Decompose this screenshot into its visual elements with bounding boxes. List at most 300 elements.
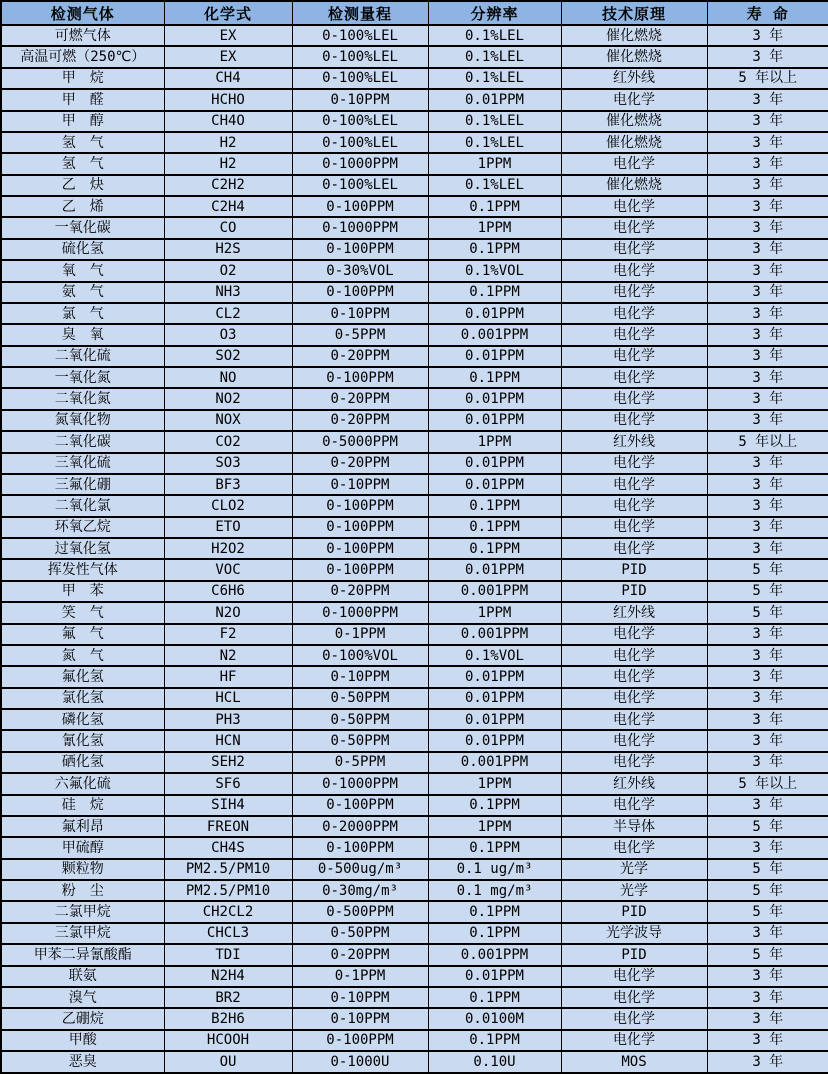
formula-cell: CO2 — [164, 431, 292, 452]
principle-cell: 红外线 — [561, 602, 707, 623]
lifespan-cell: 3 年 — [707, 260, 828, 281]
col-header-gas: 检测气体 — [1, 1, 164, 25]
principle-cell: PID — [561, 559, 707, 580]
range-cell: 0-10PPM — [292, 666, 428, 687]
lifespan-cell: 3 年 — [707, 132, 828, 153]
range-cell: 0-1PPM — [292, 966, 428, 987]
lifespan-cell: 5 年 — [707, 859, 828, 880]
gas-cell: 溴气 — [1, 987, 164, 1008]
table-row — [1, 581, 828, 602]
gas-cell: 六氟化硫 — [1, 773, 164, 794]
range-cell: 0-50PPM — [292, 709, 428, 730]
principle-cell: 电化学 — [561, 239, 707, 260]
principle-cell: 电化学 — [561, 837, 707, 858]
resolution-cell: 1PPM — [428, 217, 561, 238]
resolution-cell: 0.1%LEL — [428, 175, 561, 196]
resolution-cell: 0.1%LEL — [428, 111, 561, 132]
resolution-cell: 0.01PPM — [428, 303, 561, 324]
table-row — [1, 1030, 828, 1051]
lifespan-cell: 3 年 — [707, 303, 828, 324]
range-cell: 0-50PPM — [292, 923, 428, 944]
principle-cell: 电化学 — [561, 752, 707, 773]
lifespan-cell: 3 年 — [707, 624, 828, 645]
formula-cell: CL2 — [164, 303, 292, 324]
principle-cell: 电化学 — [561, 709, 707, 730]
table-row — [1, 217, 828, 238]
lifespan-cell: 3 年 — [707, 153, 828, 174]
resolution-cell: 0.001PPM — [428, 752, 561, 773]
resolution-cell: 0.01PPM — [428, 666, 561, 687]
range-cell: 0-100PPM — [292, 196, 428, 217]
lifespan-cell: 3 年 — [707, 1030, 828, 1051]
formula-cell: HF — [164, 666, 292, 687]
principle-cell: 电化学 — [561, 645, 707, 666]
gas-cell: 氯化氢 — [1, 688, 164, 709]
gas-cell: 粉 尘 — [1, 880, 164, 901]
lifespan-cell: 5 年 — [707, 944, 828, 965]
range-cell: 0-100PPM — [292, 517, 428, 538]
lifespan-cell: 3 年 — [707, 966, 828, 987]
table-row — [1, 282, 828, 303]
formula-cell: PM2.5/PM10 — [164, 880, 292, 901]
resolution-cell: 0.01PPM — [428, 730, 561, 751]
gas-cell: 二氯甲烷 — [1, 901, 164, 922]
formula-cell: B2H6 — [164, 1008, 292, 1029]
table-body — [1, 25, 828, 1073]
table-row — [1, 431, 828, 452]
formula-cell: CO — [164, 217, 292, 238]
lifespan-cell: 5 年 — [707, 559, 828, 580]
lifespan-cell: 3 年 — [707, 1051, 828, 1073]
lifespan-cell: 3 年 — [707, 474, 828, 495]
principle-cell: 电化学 — [561, 688, 707, 709]
formula-cell: NO2 — [164, 388, 292, 409]
lifespan-cell: 5 年以上 — [707, 773, 828, 794]
principle-cell: 光学 — [561, 859, 707, 880]
lifespan-cell: 3 年 — [707, 688, 828, 709]
table-row — [1, 410, 828, 431]
principle-cell: 光学波导 — [561, 923, 707, 944]
range-cell: 0-10PPM — [292, 89, 428, 110]
table-row — [1, 987, 828, 1008]
resolution-cell: 0.001PPM — [428, 624, 561, 645]
gas-cell: 甲硫醇 — [1, 837, 164, 858]
resolution-cell: 1PPM — [428, 816, 561, 837]
gas-cell: 乙 炔 — [1, 175, 164, 196]
table-row — [1, 730, 828, 751]
range-cell: 0-100PPM — [292, 837, 428, 858]
gas-cell: 笑 气 — [1, 602, 164, 623]
table-row — [1, 324, 828, 345]
range-cell: 0-100%VOL — [292, 645, 428, 666]
range-cell: 0-1PPM — [292, 624, 428, 645]
resolution-cell: 0.1PPM — [428, 837, 561, 858]
formula-cell: H2 — [164, 132, 292, 153]
formula-cell: CH4S — [164, 837, 292, 858]
formula-cell: C6H6 — [164, 581, 292, 602]
lifespan-cell: 3 年 — [707, 709, 828, 730]
table-row — [1, 688, 828, 709]
gas-cell: 乙硼烷 — [1, 1008, 164, 1029]
table-row — [1, 175, 828, 196]
range-cell: 0-100PPM — [292, 795, 428, 816]
principle-cell: 电化学 — [561, 282, 707, 303]
range-cell: 0-30%VOL — [292, 260, 428, 281]
principle-cell: 电化学 — [561, 410, 707, 431]
lifespan-cell: 5 年 — [707, 581, 828, 602]
gas-cell: 可燃气体 — [1, 25, 164, 46]
table-row — [1, 25, 828, 46]
range-cell: 0-10PPM — [292, 474, 428, 495]
principle-cell: 电化学 — [561, 89, 707, 110]
lifespan-cell: 3 年 — [707, 367, 828, 388]
formula-cell: N2H4 — [164, 966, 292, 987]
range-cell: 0-20PPM — [292, 453, 428, 474]
table-row — [1, 538, 828, 559]
range-cell: 0-10PPM — [292, 303, 428, 324]
gas-cell: 甲 苯 — [1, 581, 164, 602]
resolution-cell: 0.1PPM — [428, 517, 561, 538]
principle-cell: 电化学 — [561, 153, 707, 174]
range-cell: 0-100%LEL — [292, 132, 428, 153]
resolution-cell: 0.1PPM — [428, 282, 561, 303]
principle-cell: 电化学 — [561, 367, 707, 388]
table-row — [1, 453, 828, 474]
table-row — [1, 645, 828, 666]
gas-cell: 氯 气 — [1, 303, 164, 324]
principle-cell: 电化学 — [561, 346, 707, 367]
resolution-cell: 0.1PPM — [428, 1030, 561, 1051]
principle-cell: 电化学 — [561, 495, 707, 516]
range-cell: 0-100%LEL — [292, 68, 428, 89]
lifespan-cell: 3 年 — [707, 666, 828, 687]
gas-cell: 甲苯二异氰酸酯 — [1, 944, 164, 965]
resolution-cell: 1PPM — [428, 773, 561, 794]
formula-cell: O2 — [164, 260, 292, 281]
gas-cell: 甲 醛 — [1, 89, 164, 110]
principle-cell: 光学 — [561, 880, 707, 901]
resolution-cell: 0.1%LEL — [428, 25, 561, 46]
resolution-cell: 0.01PPM — [428, 388, 561, 409]
resolution-cell: 0.1%VOL — [428, 645, 561, 666]
range-cell: 0-20PPM — [292, 944, 428, 965]
resolution-cell: 0.1PPM — [428, 901, 561, 922]
formula-cell: O3 — [164, 324, 292, 345]
principle-cell: 红外线 — [561, 431, 707, 452]
formula-cell: C2H2 — [164, 175, 292, 196]
gas-cell: 硒化氢 — [1, 752, 164, 773]
lifespan-cell: 3 年 — [707, 111, 828, 132]
principle-cell: 红外线 — [561, 68, 707, 89]
table-row — [1, 816, 828, 837]
table-row — [1, 388, 828, 409]
header-row — [1, 1, 828, 25]
formula-cell: CH4 — [164, 68, 292, 89]
lifespan-cell: 5 年 — [707, 816, 828, 837]
resolution-cell: 0.001PPM — [428, 324, 561, 345]
lifespan-cell: 3 年 — [707, 324, 828, 345]
resolution-cell: 0.1%VOL — [428, 260, 561, 281]
principle-cell: 电化学 — [561, 217, 707, 238]
principle-cell: 电化学 — [561, 260, 707, 281]
table-row — [1, 559, 828, 580]
resolution-cell: 0.01PPM — [428, 453, 561, 474]
principle-cell: 催化燃烧 — [561, 175, 707, 196]
formula-cell: H2 — [164, 153, 292, 174]
lifespan-cell: 3 年 — [707, 25, 828, 46]
table-row — [1, 89, 828, 110]
principle-cell: 电化学 — [561, 987, 707, 1008]
principle-cell: 催化燃烧 — [561, 111, 707, 132]
gas-cell: 硫化氢 — [1, 239, 164, 260]
gas-cell: 臭 氧 — [1, 324, 164, 345]
principle-cell: 催化燃烧 — [561, 46, 707, 67]
principle-cell: 电化学 — [561, 666, 707, 687]
gas-cell: 一氧化氮 — [1, 367, 164, 388]
range-cell: 0-100PPM — [292, 495, 428, 516]
range-cell: 0-100PPM — [292, 282, 428, 303]
resolution-cell: 0.1PPM — [428, 239, 561, 260]
formula-cell: SIH4 — [164, 795, 292, 816]
range-cell: 0-20PPM — [292, 581, 428, 602]
gas-cell: 二氧化氯 — [1, 495, 164, 516]
resolution-cell: 0.1 mg/m³ — [428, 880, 561, 901]
table-row — [1, 944, 828, 965]
range-cell: 0-100%LEL — [292, 46, 428, 67]
resolution-cell: 0.1%LEL — [428, 132, 561, 153]
formula-cell: BR2 — [164, 987, 292, 1008]
range-cell: 0-1000PPM — [292, 153, 428, 174]
resolution-cell: 0.01PPM — [428, 410, 561, 431]
gas-cell: 恶臭 — [1, 1051, 164, 1073]
resolution-cell: 0.0100M — [428, 1008, 561, 1029]
lifespan-cell: 3 年 — [707, 752, 828, 773]
formula-cell: CHCL3 — [164, 923, 292, 944]
resolution-cell: 0.1PPM — [428, 795, 561, 816]
table-row — [1, 495, 828, 516]
lifespan-cell: 3 年 — [707, 645, 828, 666]
resolution-cell: 0.001PPM — [428, 581, 561, 602]
principle-cell: 电化学 — [561, 538, 707, 559]
range-cell: 0-5PPM — [292, 752, 428, 773]
range-cell: 0-100%LEL — [292, 25, 428, 46]
resolution-cell: 0.1%LEL — [428, 68, 561, 89]
lifespan-cell: 3 年 — [707, 46, 828, 67]
gas-cell: 三氯甲烷 — [1, 923, 164, 944]
range-cell: 0-20PPM — [292, 346, 428, 367]
table-row — [1, 901, 828, 922]
formula-cell: TDI — [164, 944, 292, 965]
lifespan-cell: 5 年 — [707, 880, 828, 901]
table-row — [1, 111, 828, 132]
lifespan-cell: 3 年 — [707, 795, 828, 816]
principle-cell: 电化学 — [561, 1008, 707, 1029]
gas-cell: 一氧化碳 — [1, 217, 164, 238]
resolution-cell: 0.01PPM — [428, 559, 561, 580]
range-cell: 0-100PPM — [292, 538, 428, 559]
formula-cell: HCN — [164, 730, 292, 751]
resolution-cell: 0.01PPM — [428, 966, 561, 987]
formula-cell: SEH2 — [164, 752, 292, 773]
lifespan-cell: 3 年 — [707, 517, 828, 538]
range-cell: 0-100%LEL — [292, 111, 428, 132]
range-cell: 0-20PPM — [292, 410, 428, 431]
table-row — [1, 624, 828, 645]
formula-cell: NH3 — [164, 282, 292, 303]
lifespan-cell: 3 年 — [707, 239, 828, 260]
range-cell: 0-50PPM — [292, 688, 428, 709]
gas-cell: 颗粒物 — [1, 859, 164, 880]
principle-cell: 电化学 — [561, 1030, 707, 1051]
table-row — [1, 709, 828, 730]
range-cell: 0-100PPM — [292, 239, 428, 260]
resolution-cell: 0.1 ug/m³ — [428, 859, 561, 880]
principle-cell: 电化学 — [561, 624, 707, 645]
table-row — [1, 880, 828, 901]
lifespan-cell: 3 年 — [707, 217, 828, 238]
formula-cell: EX — [164, 46, 292, 67]
formula-cell: N2 — [164, 645, 292, 666]
principle-cell: 电化学 — [561, 196, 707, 217]
principle-cell: MOS — [561, 1051, 707, 1073]
resolution-cell: 0.01PPM — [428, 474, 561, 495]
formula-cell: ETO — [164, 517, 292, 538]
resolution-cell: 0.01PPM — [428, 346, 561, 367]
resolution-cell: 0.001PPM — [428, 944, 561, 965]
resolution-cell: 1PPM — [428, 153, 561, 174]
formula-cell: NOX — [164, 410, 292, 431]
lifespan-cell: 5 年 — [707, 602, 828, 623]
gas-cell: 环氧乙烷 — [1, 517, 164, 538]
formula-cell: H2O2 — [164, 538, 292, 559]
table-row — [1, 966, 828, 987]
formula-cell: HCHO — [164, 89, 292, 110]
principle-cell: 电化学 — [561, 453, 707, 474]
formula-cell: C2H4 — [164, 196, 292, 217]
table-row — [1, 46, 828, 67]
formula-cell: CH2CL2 — [164, 901, 292, 922]
resolution-cell: 0.1PPM — [428, 495, 561, 516]
formula-cell: F2 — [164, 624, 292, 645]
table-row — [1, 795, 828, 816]
lifespan-cell: 3 年 — [707, 196, 828, 217]
lifespan-cell: 3 年 — [707, 923, 828, 944]
table-row — [1, 367, 828, 388]
range-cell: 0-500ug/m³ — [292, 859, 428, 880]
resolution-cell: 0.1%LEL — [428, 46, 561, 67]
table-row — [1, 153, 828, 174]
formula-cell: PM2.5/PM10 — [164, 859, 292, 880]
gas-cell: 氟化氢 — [1, 666, 164, 687]
range-cell: 0-100%LEL — [292, 175, 428, 196]
lifespan-cell: 3 年 — [707, 837, 828, 858]
table-row — [1, 474, 828, 495]
range-cell: 0-50PPM — [292, 730, 428, 751]
table-row — [1, 260, 828, 281]
gas-cell: 氮氧化物 — [1, 410, 164, 431]
resolution-cell: 0.1PPM — [428, 196, 561, 217]
gas-cell: 挥发性气体 — [1, 559, 164, 580]
resolution-cell: 0.01PPM — [428, 688, 561, 709]
resolution-cell: 1PPM — [428, 431, 561, 452]
table-row — [1, 1051, 828, 1073]
principle-cell: 红外线 — [561, 773, 707, 794]
lifespan-cell: 3 年 — [707, 495, 828, 516]
formula-cell: SO3 — [164, 453, 292, 474]
range-cell: 0-1000PPM — [292, 773, 428, 794]
principle-cell: 电化学 — [561, 966, 707, 987]
resolution-cell: 0.1PPM — [428, 367, 561, 388]
resolution-cell: 0.01PPM — [428, 89, 561, 110]
lifespan-cell: 5 年 — [707, 901, 828, 922]
table-row — [1, 666, 828, 687]
principle-cell: 电化学 — [561, 474, 707, 495]
range-cell: 0-1000PPM — [292, 602, 428, 623]
range-cell: 0-5000PPM — [292, 431, 428, 452]
gas-cell: 联氨 — [1, 966, 164, 987]
gas-cell: 二氧化氮 — [1, 388, 164, 409]
gas-cell: 甲酸 — [1, 1030, 164, 1051]
principle-cell: 电化学 — [561, 303, 707, 324]
table-row — [1, 923, 828, 944]
resolution-cell: 0.10U — [428, 1051, 561, 1073]
lifespan-cell: 3 年 — [707, 89, 828, 110]
gas-cell: 氢 气 — [1, 132, 164, 153]
gas-cell: 氟 气 — [1, 624, 164, 645]
lifespan-cell: 3 年 — [707, 453, 828, 474]
gas-cell: 氰化氢 — [1, 730, 164, 751]
col-header-range: 检测量程 — [292, 1, 428, 25]
table-row — [1, 132, 828, 153]
range-cell: 0-100PPM — [292, 367, 428, 388]
formula-cell: CLO2 — [164, 495, 292, 516]
formula-cell: BF3 — [164, 474, 292, 495]
gas-cell: 甲 烷 — [1, 68, 164, 89]
col-header-principle: 技术原理 — [561, 1, 707, 25]
principle-cell: 催化燃烧 — [561, 132, 707, 153]
formula-cell: H2S — [164, 239, 292, 260]
formula-cell: EX — [164, 25, 292, 46]
formula-cell: FREON — [164, 816, 292, 837]
gas-cell: 甲 醇 — [1, 111, 164, 132]
lifespan-cell: 3 年 — [707, 346, 828, 367]
principle-cell: 半导体 — [561, 816, 707, 837]
gas-cell: 氮 气 — [1, 645, 164, 666]
range-cell: 0-10PPM — [292, 987, 428, 1008]
lifespan-cell: 3 年 — [707, 175, 828, 196]
table-row — [1, 602, 828, 623]
table-row — [1, 752, 828, 773]
lifespan-cell: 3 年 — [707, 538, 828, 559]
formula-cell: VOC — [164, 559, 292, 580]
range-cell: 0-500PPM — [292, 901, 428, 922]
gas-cell: 二氧化硫 — [1, 346, 164, 367]
resolution-cell: 0.1PPM — [428, 987, 561, 1008]
formula-cell: HCOOH — [164, 1030, 292, 1051]
resolution-cell: 0.1PPM — [428, 538, 561, 559]
table-row — [1, 346, 828, 367]
formula-cell: NO — [164, 367, 292, 388]
gas-cell: 二氧化碳 — [1, 431, 164, 452]
principle-cell: PID — [561, 901, 707, 922]
range-cell: 0-30mg/m³ — [292, 880, 428, 901]
table-row — [1, 773, 828, 794]
range-cell: 0-2000PPM — [292, 816, 428, 837]
principle-cell: 电化学 — [561, 795, 707, 816]
principle-cell: 催化燃烧 — [561, 25, 707, 46]
principle-cell: 电化学 — [561, 730, 707, 751]
table-row — [1, 196, 828, 217]
